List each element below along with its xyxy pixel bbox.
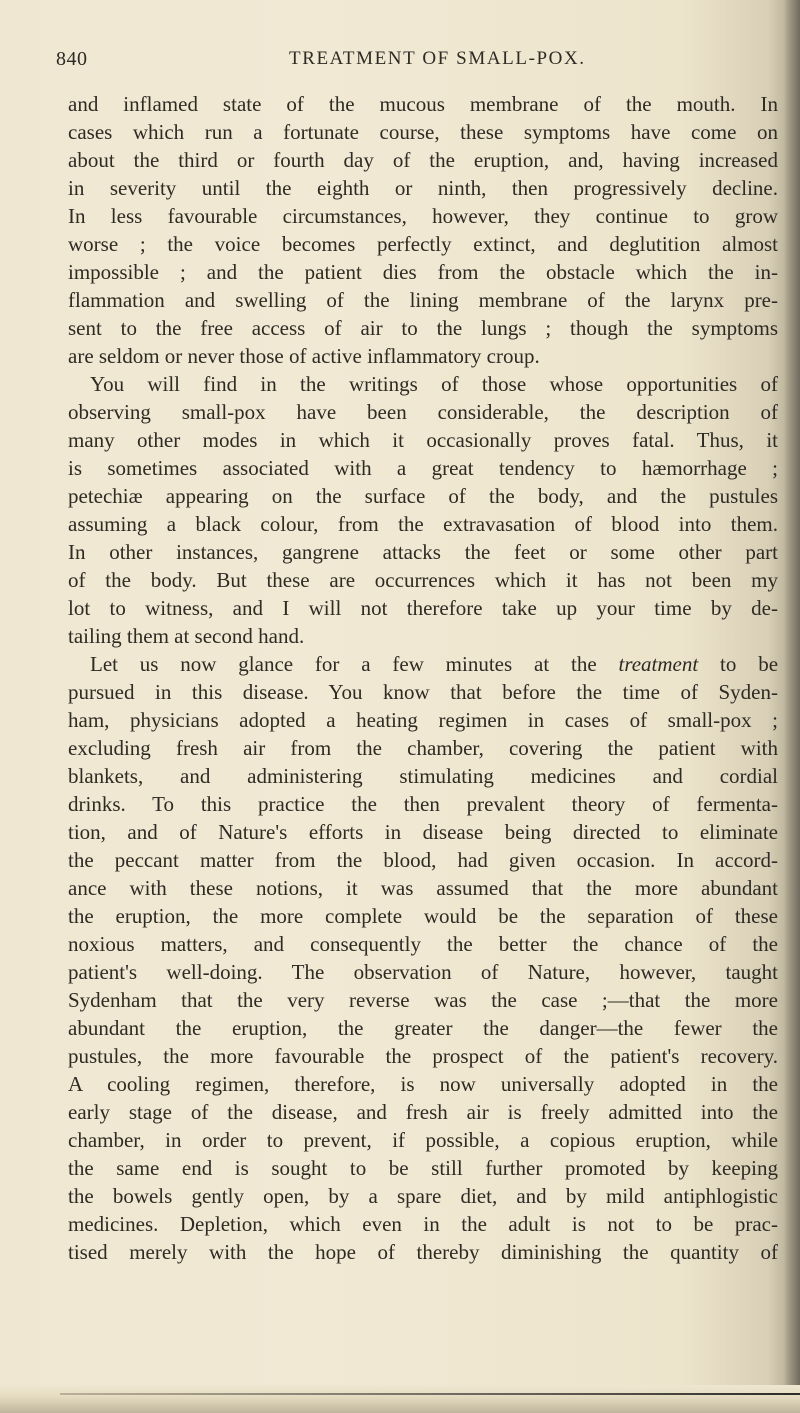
text-line: blankets, and administering stimulating medicines and cordial	[68, 764, 778, 788]
text-line: observing small-pox have been considerable, the description of	[68, 400, 778, 424]
text-line: abundant the eruption, the greater the danger—the fewer the	[68, 1016, 778, 1040]
text-line: is sometimes associated with a great tendency to hæmorrhage ;	[68, 456, 778, 480]
text-line: cases which run a fortunate course, these symptoms have come on	[68, 120, 778, 144]
text-line: medicines. Depletion, which even in the adult is not to be prac-	[68, 1212, 778, 1236]
text-line: in severity until the eighth or ninth, then progressively decline.	[68, 176, 778, 200]
text-line: tailing them at second hand.	[68, 624, 305, 648]
text-line: the peccant matter from the blood, had given occasion. In accord-	[68, 848, 778, 872]
page-number: 840	[56, 48, 88, 70]
text-line: pursued in this disease. You know that before the time of Syden-	[68, 680, 778, 704]
text-line: In less favourable circumstances, however, they continue to grow	[68, 204, 778, 228]
text-segment: to be	[720, 652, 779, 676]
text-line: the bowels gently open, by a spare diet, and by mild antiphlogistic	[68, 1184, 778, 1208]
text-line: Sydenham that the very reverse was the case ;—that the more	[68, 988, 778, 1012]
text-line: many other modes in which it occasionally proves fatal. Thus, it	[68, 428, 778, 452]
text-line: tised merely with the hope of thereby diminishing the quantity of	[68, 1240, 778, 1264]
text-line: worse ; the voice becomes perfectly extinct, and deglutition almost	[68, 232, 778, 256]
text-line: ance with these notions, it was assumed that the more abundant	[68, 876, 778, 900]
text-line: the eruption, the more complete would be the separation of these	[68, 904, 778, 928]
text-line: ham, physicians adopted a heating regimen in cases of small-pox ;	[68, 708, 778, 732]
text-line: the same end is sought to be still further promoted by keeping	[68, 1156, 778, 1180]
text-line: excluding fresh air from the chamber, covering the patient with	[68, 736, 778, 760]
emphasis-treatment: treatment	[618, 652, 699, 676]
text-line: In other instances, gangrene attacks the feet or some other part	[68, 540, 778, 564]
page-header	[0, 48, 800, 78]
text-segment: Let us now glance for a few minutes at the	[90, 652, 597, 676]
text-line: tion, and of Nature's efforts in disease being directed to eliminate	[68, 820, 778, 844]
text-line: noxious matters, and consequently the better the chance of the	[68, 932, 778, 956]
text-line: sent to the free access of air to the lungs ; though the symptoms	[68, 316, 778, 340]
text-line: drinks. To this practice the then prevalent theory of fermenta-	[68, 792, 778, 816]
text-line: about the third or fourth day of the eruption, and, having increased	[68, 148, 778, 172]
text-line: and inflamed state of the mucous membrane of the mouth. In	[68, 92, 778, 116]
running-head: TREATMENT OF SMALL-POX.	[289, 48, 586, 69]
text-line: are seldom or never those of active inflammatory croup.	[68, 344, 540, 368]
text-line: chamber, in order to prevent, if possible, a copious eruption, while	[68, 1128, 778, 1152]
text-line: flammation and swelling of the lining membrane of the larynx pre-	[68, 288, 778, 312]
paragraph-start-line: You will find in the writings of those whose opportunities of	[90, 372, 778, 396]
text-line: lot to witness, and I will not therefore take up your time by de-	[68, 596, 778, 620]
paragraph-start-line	[90, 650, 778, 678]
text-line: patient's well-doing. The observation of Nature, however, taught	[68, 960, 778, 984]
text-line: A cooling regimen, therefore, is now universally adopted in the	[68, 1072, 778, 1096]
page-bottom-shadow	[0, 1385, 800, 1413]
text-line: pustules, the more favourable the prospect of the patient's recovery.	[68, 1044, 778, 1068]
page-edge-shadow	[784, 0, 800, 1413]
text-line: impossible ; and the patient dies from the obstacle which the in-	[68, 260, 778, 284]
text-line: early stage of the disease, and fresh air is freely admitted into the	[68, 1100, 778, 1124]
text-line: of the body. But these are occurrences which it has not been my	[68, 568, 778, 592]
page-bottom-edge	[60, 1393, 800, 1395]
text-line: petechiæ appearing on the surface of the body, and the pustules	[68, 484, 778, 508]
text-line: assuming a black colour, from the extravasation of blood into them.	[68, 512, 778, 536]
